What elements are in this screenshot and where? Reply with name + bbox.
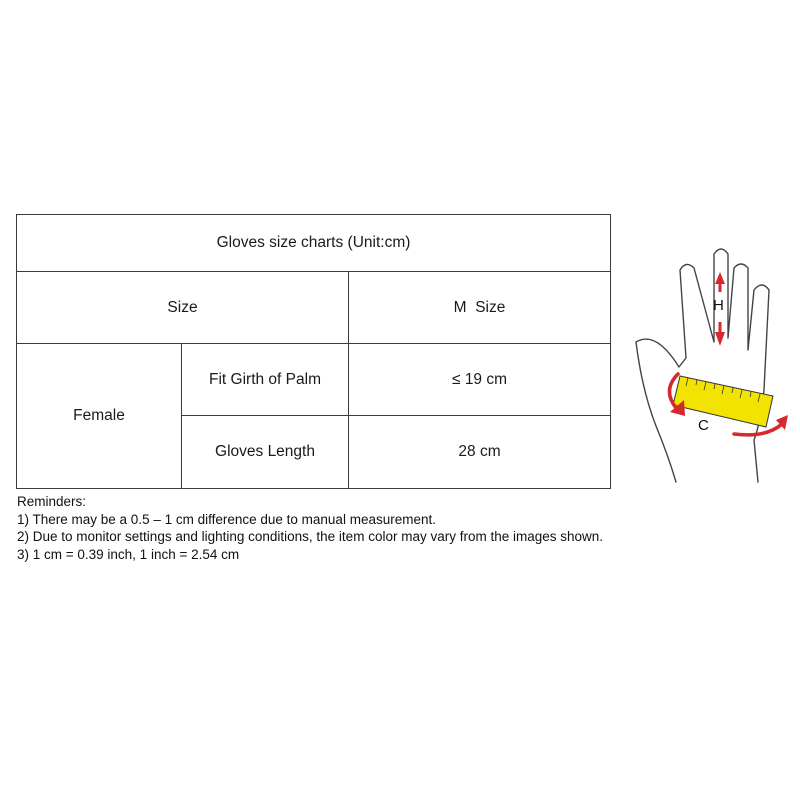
row-value-palm-girth: ≤ 19 cm [349,344,611,416]
reminder-item: 3) 1 cm = 0.39 inch, 1 inch = 2.54 cm [17,546,240,562]
size-header-label: Size [17,272,349,344]
size-header-value: M Size [349,272,611,344]
row-value-gloves-length: 28 cm [349,416,611,489]
reminders-section [17,493,607,563]
reminder-item: 2) Due to monitor settings and lighting conditions, the item color may vary from the images shown. [17,529,604,544]
reminders-heading: Reminders: [17,494,87,509]
hand-measurement-diagram [626,240,800,486]
gender-cell: Female [17,344,182,489]
hand-outline [636,249,769,482]
size-header-row [17,272,611,344]
circumference-label: C [698,417,709,434]
table-title: Gloves size charts (Unit:cm) [17,215,611,272]
table-row [17,344,611,416]
row-label-palm-girth: Fit Girth of Palm [182,344,349,416]
reminder-item: 1) There may be a 0.5 – 1 cm difference due to manual measurement. [17,511,436,527]
table-title-row [17,215,611,272]
size-chart-table [16,214,611,489]
height-label: H [713,297,724,314]
row-label-gloves-length: Gloves Length [182,416,349,489]
